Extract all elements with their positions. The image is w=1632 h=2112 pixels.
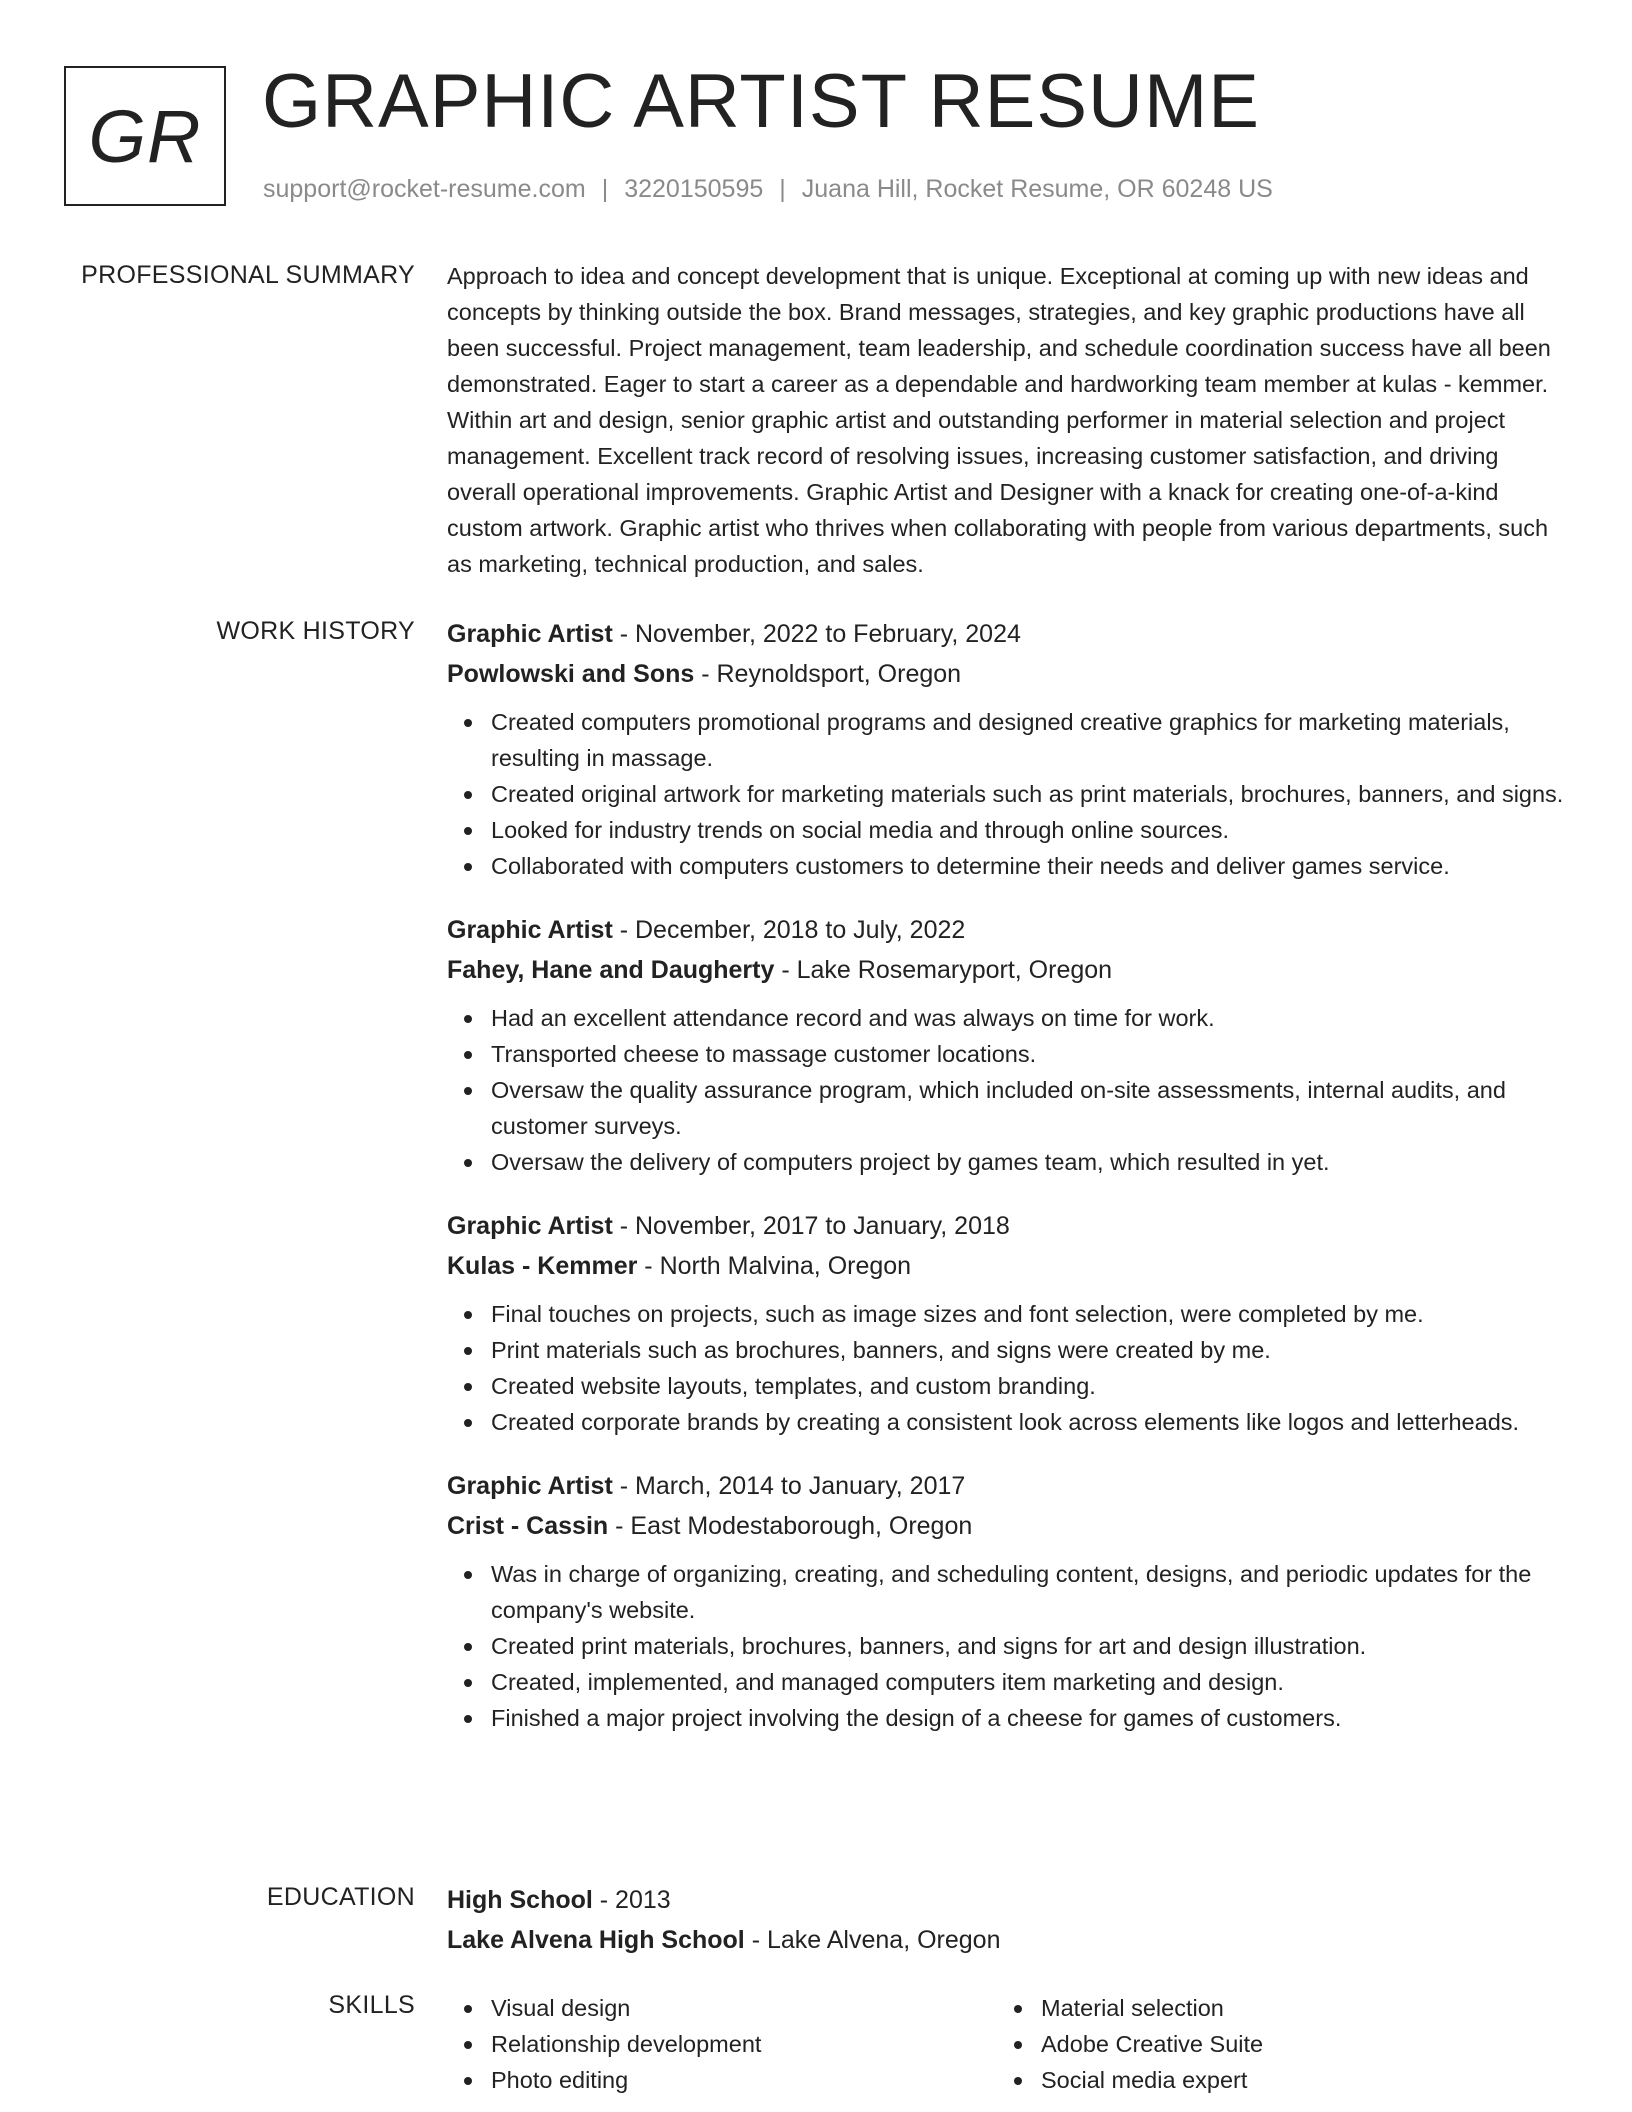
job-bullets (447, 704, 1567, 884)
contact-line (263, 175, 1273, 204)
job-bullet: Print materials such as brochures, banners, and signs were created by me. (447, 1332, 1567, 1368)
job-dates: - November, 2017 to January, 2018 (612, 1212, 1010, 1240)
job-entry (447, 614, 1567, 884)
summary-text: Approach to idea and concept development that is unique. Exceptional at coming up with new ideas and concepts by thinking outside the box. Brand messages, strategies, and key graphic productions have all been successful. Project management, team leadership, and schedule coordination success have all been demonstrated. Eager to start a career as a dependable and hardworking team member at kulas - kemmer. Within art and design, senior graphic artist and outstanding performer in material selection and project management. Excellent track record of resolving issues, increasing customer satisfaction, and driving overall operational improvements. Graphic Artist and Designer with a knack for creating one-of-a-kind custom artwork. Graphic artist who thrives when collaborating with people from various departments, such as marketing, technical production, and sales. (447, 263, 1551, 577)
contact-phone: 3220150595 (624, 175, 764, 203)
job-company-line (447, 1506, 1567, 1546)
contact-address: Juana Hill, Rocket Resume, OR 60248 US (801, 175, 1273, 203)
job-bullet: Created corporate brands by creating a consistent look across elements like logos and letterheads. (447, 1404, 1567, 1440)
job-bullets (447, 1000, 1567, 1180)
job-dates: - December, 2018 to July, 2022 (612, 916, 966, 944)
skill-item: Social media expert (997, 2062, 1517, 2098)
job-bullet: Oversaw the quality assurance program, which included on-site assessments, internal audits, and customer surveys. (447, 1072, 1567, 1144)
job-location: - North Malvina, Oregon (637, 1252, 912, 1280)
job-title: Graphic Artist (447, 1212, 613, 1240)
job-company: Fahey, Hane and Daugherty (447, 956, 775, 984)
skills-column-right (997, 1990, 1517, 2098)
job-bullet: Oversaw the delivery of computers project by games team, which resulted in yet. (447, 1144, 1567, 1180)
job-location: - Reynoldsport, Oregon (694, 660, 962, 688)
job-dates: - March, 2014 to January, 2017 (612, 1472, 966, 1500)
section-heading-education: EDUCATION (266, 1883, 415, 1911)
section-heading-work: WORK HISTORY (216, 617, 415, 645)
job-bullets (447, 1296, 1567, 1440)
contact-separator: | (601, 175, 609, 203)
job-bullet: Final touches on projects, such as image sizes and font selection, were completed by me. (447, 1296, 1567, 1332)
monogram-initials: GR (88, 94, 202, 178)
skills-list-left (447, 1990, 967, 2098)
education-year: - 2013 (592, 1886, 671, 1914)
skill-item: Photo editing (447, 2062, 967, 2098)
skill-item: Adobe Creative Suite (997, 2026, 1517, 2062)
education-body (447, 1880, 1567, 1960)
job-bullet: Created, implemented, and managed computers item marketing and design. (447, 1664, 1567, 1700)
job-title: Graphic Artist (447, 1472, 613, 1500)
job-bullet: Created original artwork for marketing materials such as print materials, brochures, banners, and signs. (447, 776, 1567, 812)
job-bullet: Collaborated with computers customers to determine their needs and deliver games service. (447, 848, 1567, 884)
job-bullet: Looked for industry trends on social media and through online sources. (447, 812, 1567, 848)
job-location: - East Modestaborough, Oregon (608, 1512, 973, 1540)
job-title-line (447, 1206, 1567, 1246)
job-company: Crist - Cassin (447, 1512, 609, 1540)
job-bullet: Finished a major project involving the design of a cheese for games of customers. (447, 1700, 1567, 1736)
education-degree: High School (447, 1886, 593, 1914)
job-company-line (447, 1246, 1567, 1286)
job-bullet: Was in charge of organizing, creating, and scheduling content, designs, and periodic updates for the company's website. (447, 1556, 1567, 1628)
job-bullet: Created website layouts, templates, and custom branding. (447, 1368, 1567, 1404)
job-entry (447, 910, 1567, 1180)
contact-email: support@rocket-resume.com (263, 175, 586, 203)
job-title-line (447, 1466, 1567, 1506)
job-title-line (447, 614, 1567, 654)
skills-column-left (447, 1990, 967, 2098)
job-title: Graphic Artist (447, 620, 613, 648)
education-school-line (447, 1920, 1567, 1960)
summary-body (447, 258, 1567, 582)
resume-header (64, 59, 1564, 216)
job-company: Kulas - Kemmer (447, 1252, 638, 1280)
job-bullet: Created computers promotional programs and designed creative graphics for marketing materials, resulting in massage. (447, 704, 1567, 776)
job-location: - Lake Rosemaryport, Oregon (774, 956, 1113, 984)
skill-item: Visual design (447, 1990, 967, 2026)
contact-separator: | (779, 175, 786, 203)
skill-item: Material selection (997, 1990, 1517, 2026)
job-bullet: Transported cheese to massage customer locations. (447, 1036, 1567, 1072)
education-school: Lake Alvena High School (447, 1926, 745, 1954)
job-entry (447, 1206, 1567, 1440)
job-bullets (447, 1556, 1567, 1736)
job-company-line (447, 950, 1567, 990)
job-title: Graphic Artist (447, 916, 613, 944)
job-entry (447, 1466, 1567, 1736)
job-company: Powlowski and Sons (447, 660, 695, 688)
job-bullet: Had an excellent attendance record and was always on time for work. (447, 1000, 1567, 1036)
education-degree-line (447, 1880, 1567, 1920)
section-heading-skills: SKILLS (328, 1991, 415, 2019)
resume-title: GRAPHIC ARTIST RESUME (262, 59, 1260, 144)
work-history-body (447, 614, 1567, 1736)
monogram-box (64, 66, 226, 206)
section-heading-summary: PROFESSIONAL SUMMARY (81, 261, 415, 289)
skill-item: Relationship development (447, 2026, 967, 2062)
skills-list-right (997, 1990, 1517, 2098)
job-title-line (447, 910, 1567, 950)
education-location: - Lake Alvena, Oregon (744, 1926, 1001, 1954)
job-bullet: Created print materials, brochures, banners, and signs for art and design illustration. (447, 1628, 1567, 1664)
job-company-line (447, 654, 1567, 694)
job-dates: - November, 2022 to February, 2024 (612, 620, 1021, 648)
